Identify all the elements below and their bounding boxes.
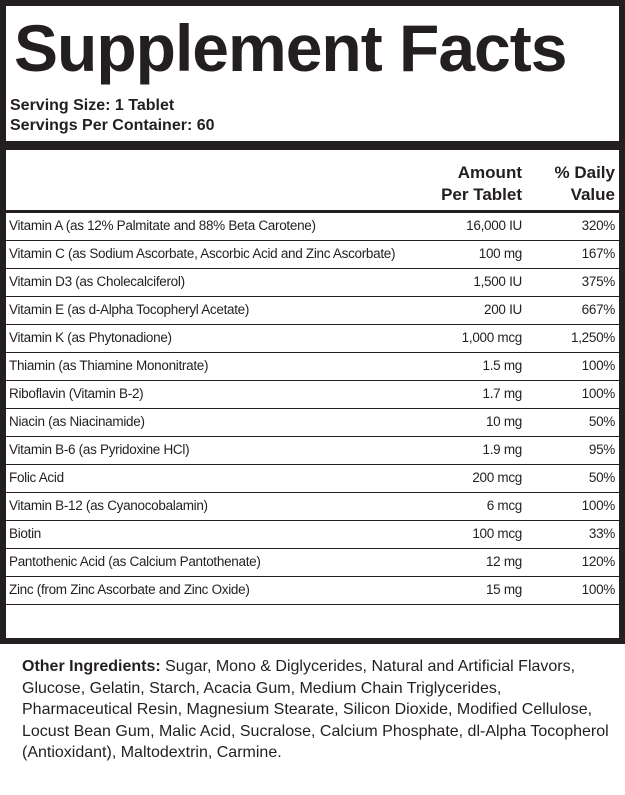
nutrient-name: Vitamin B-6 (as Pyridoxine HCl) (9, 442, 190, 457)
nutrient-name: Pantothenic Acid (as Calcium Pantothenate) (9, 554, 261, 569)
serving-size: Serving Size: 1 Tablet (10, 97, 175, 114)
nutrient-name: Niacin (as Niacinamide) (9, 414, 145, 429)
nutrient-amount: 1.9 mg (482, 442, 522, 457)
nutrient-amount: 1.5 mg (482, 358, 522, 373)
nutrient-name: Riboflavin (Vitamin B-2) (9, 386, 144, 401)
nutrient-daily-value: 667% (581, 302, 615, 317)
nutrient-name: Vitamin A (as 12% Palmitate and 88% Beta Carotene) (9, 218, 316, 233)
nutrient-amount: 1.7 mg (482, 386, 522, 401)
nutrient-amount: 12 mg (485, 554, 522, 569)
table-row (6, 409, 619, 437)
nutrient-name: Vitamin D3 (as Cholecalciferol) (9, 274, 185, 289)
nutrient-daily-value: 167% (581, 246, 615, 261)
other-ingredients-text: Sugar, Mono & Diglycerides, Natural and Artificial Flavors, Glucose, Gelatin, Starch, Acacia Gum, Medium Chain Triglycerides, Pharmaceutical Resin, Magnesium Stearate, Silicon Dioxide, Modified Cellulose, Locust Bean Gum, Malic Acid, Sucralose, Calcium Phosphate, dl-Alpha Tocopherol (Antioxidant), Maltodextrin, Carmine. (22, 658, 609, 761)
nutrient-daily-value: 1,250% (571, 330, 615, 345)
nutrient-table (6, 213, 619, 605)
nutrient-daily-value: 100% (581, 358, 615, 373)
nutrient-name: Vitamin B-12 (as Cyanocobalamin) (9, 498, 208, 513)
amount-header-line1: Amount (457, 163, 522, 182)
nutrient-amount: 6 mcg (486, 498, 522, 513)
nutrient-name: Biotin (9, 526, 41, 541)
nutrient-daily-value: 100% (581, 582, 615, 597)
nutrient-daily-value: 50% (588, 414, 615, 429)
nutrient-amount: 15 mg (485, 582, 522, 597)
table-row (6, 269, 619, 297)
nutrient-daily-value: 95% (588, 442, 615, 457)
nutrient-amount: 1,500 IU (473, 274, 522, 289)
table-row (6, 437, 619, 465)
nutrient-name: Vitamin E (as d-Alpha Tocopheryl Acetate) (9, 302, 250, 317)
table-row (6, 381, 619, 409)
nutrient-amount: 16,000 IU (466, 218, 522, 233)
table-row (6, 325, 619, 353)
nutrient-name: Thiamin (as Thiamine Mononitrate) (9, 358, 209, 373)
other-ingredients-label: Other Ingredients: (22, 658, 166, 675)
dv-header-line2: Value (570, 185, 615, 204)
nutrient-daily-value: 100% (581, 498, 615, 513)
nutrient-amount: 200 mcg (472, 470, 522, 485)
nutrient-daily-value: 100% (581, 386, 615, 401)
nutrient-name: Zinc (from Zinc Ascorbate and Zinc Oxide) (9, 582, 250, 597)
nutrient-daily-value: 375% (581, 274, 615, 289)
servings-per-container: Servings Per Container: 60 (10, 117, 215, 134)
dv-header-line1: % Daily (554, 163, 615, 182)
table-row (6, 549, 619, 577)
nutrient-amount: 100 mcg (472, 526, 522, 541)
table-row (6, 353, 619, 381)
table-row (6, 465, 619, 493)
nutrient-amount: 200 IU (484, 302, 522, 317)
amount-column-header (441, 162, 522, 206)
nutrient-amount: 1,000 mcg (461, 330, 522, 345)
nutrient-daily-value: 120% (581, 554, 615, 569)
amount-header-line2: Per Tablet (441, 185, 522, 204)
nutrient-name: Folic Acid (9, 470, 64, 485)
table-row (6, 241, 619, 269)
nutrient-daily-value: 50% (588, 470, 615, 485)
panel-title: Supplement Facts (14, 11, 567, 85)
table-row (6, 577, 619, 605)
nutrient-name: Vitamin C (as Sodium Ascorbate, Ascorbic Acid and Zinc Ascorbate) (9, 246, 396, 261)
nutrient-daily-value: 320% (581, 218, 615, 233)
nutrient-amount: 10 mg (485, 414, 522, 429)
table-row (6, 493, 619, 521)
nutrient-name: Vitamin K (as Phytonadione) (9, 330, 172, 345)
table-row (6, 521, 619, 549)
nutrient-amount: 100 mg (478, 246, 522, 261)
other-ingredients (22, 656, 612, 764)
daily-value-column-header (555, 162, 615, 206)
thick-divider (6, 141, 619, 150)
nutrient-daily-value: 33% (588, 526, 615, 541)
table-row (6, 297, 619, 325)
table-row (6, 213, 619, 241)
